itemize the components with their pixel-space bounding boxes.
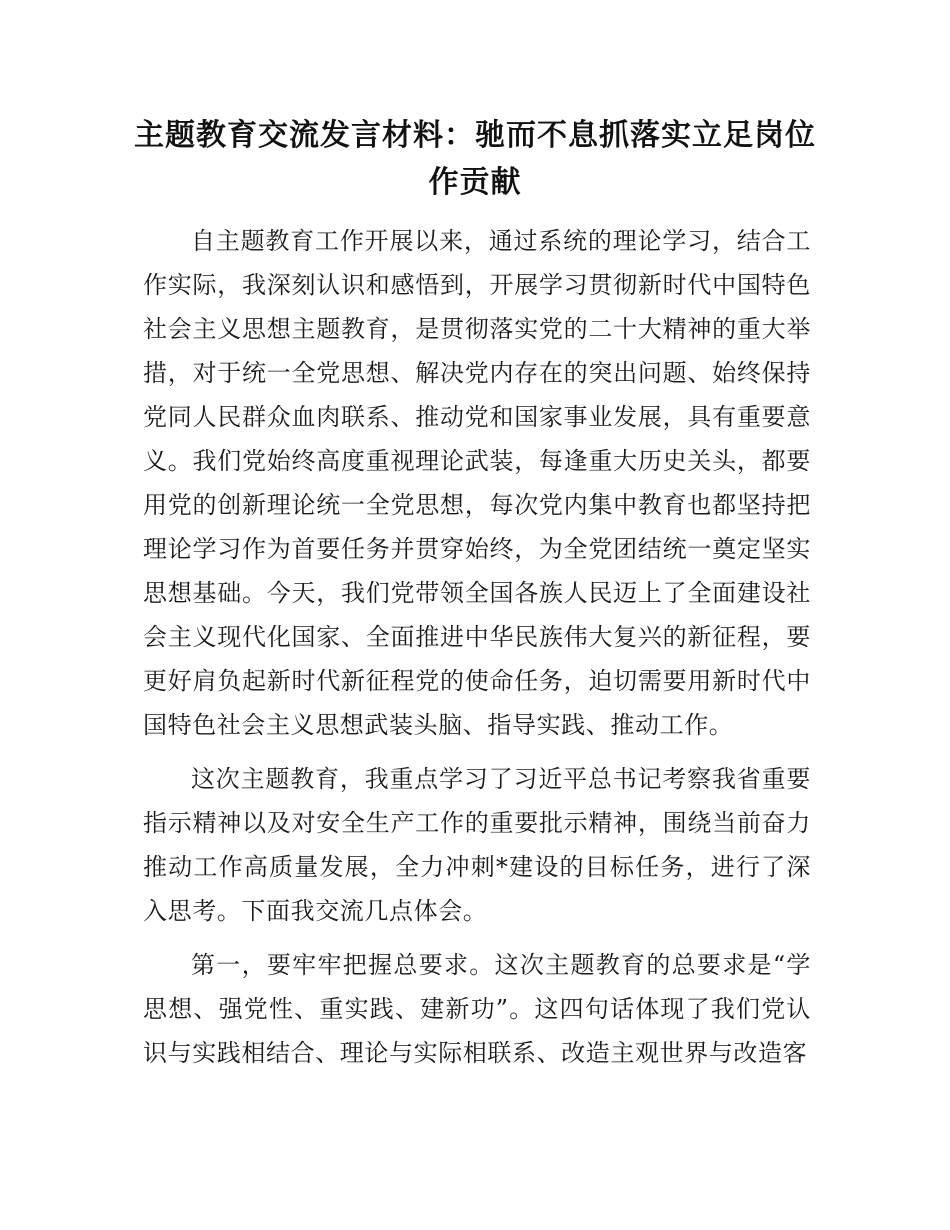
paragraph-1: 自主题教育工作开展以来，通过系统的理论学习，结合工作实际，我深刻认识和感悟到，开展学习贯彻新时代中国特色社会主义思想主题教育，是贯彻落实党的二十大精神的重大举措，对于统一全党思想、解决党内存在的突出问题、始终保持党同人民群众血肉联系、推动党和国家事业发展，具有重要意义。我们党始终高度重视理论武装，每逢重大历史关头，都要用党的创新理论统一全党思想，每次党内集中教育也都坚持把理论学习作为首要任务并贯穿始终，为全党团结统一奠定坚实思想基础。今天，我们党带领全国各族人民迈上了全面建设社会主义现代化国家、全面推进中华民族伟大复兴的新征程，要更好肩负起新时代新征程党的使命任务，迫切需要用新时代中国特色社会主义思想武装头脑、指导实践、推动工作。 bbox=[143, 227, 811, 739]
document-title: 主题教育交流发言材料：驰而不息抓落实立足岗位作贡献 bbox=[134, 118, 816, 200]
paragraph-3: 第一，要牢牢把握总要求。这次主题教育的总要求是“学思想、强党性、重实践、建新功”。这四句话体现了我们党认识与实践相结合、理论与实际相联系、改造主观世界与改造客 bbox=[143, 951, 811, 1067]
paragraph-2: 这次主题教育，我重点学习了习近平总书记考察我省重要指示精神以及对安全生产工作的重要批示精神，围绕当前奋力推动工作高质量发展，全力冲刺*建设的目标任务，进行了深入思考。下面我交流几点体会。 bbox=[143, 765, 811, 925]
document-body bbox=[143, 219, 811, 1085]
